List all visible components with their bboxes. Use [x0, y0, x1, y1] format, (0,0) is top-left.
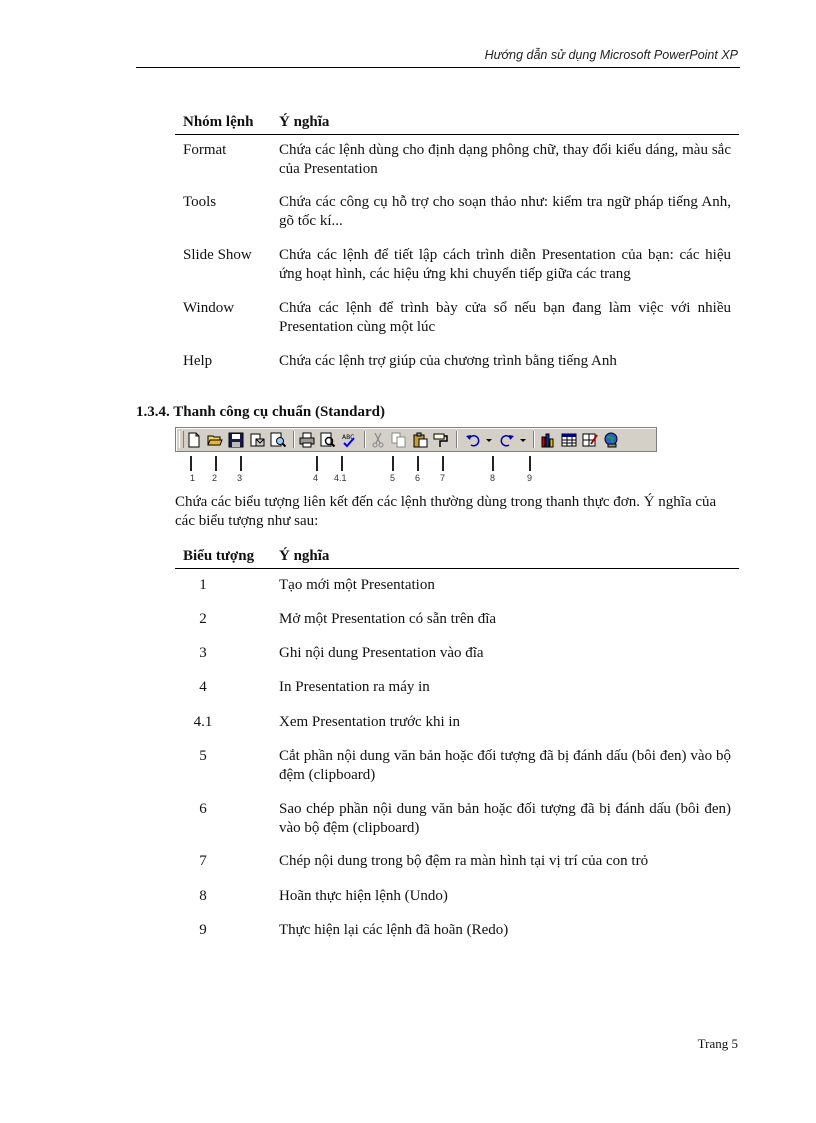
callout-tick [341, 456, 343, 471]
menu-table [175, 114, 739, 369]
callout-label: 2 [212, 473, 218, 483]
email-icon [249, 432, 265, 448]
callout-tick [240, 456, 242, 471]
callout-label: 3 [237, 473, 243, 483]
icon-desc: Xem Presentation trước khi in [279, 714, 461, 730]
menu-col-header-group: Nhóm lệnh [183, 114, 254, 130]
callout-label: 7 [440, 473, 446, 483]
callout-tick [190, 456, 192, 471]
menu-desc: Chứa các lệnh dùng cho định dạng phông chữ, thay đổi kiểu dáng, màu sắc của Presentation [279, 142, 731, 177]
callout-tick [215, 456, 217, 471]
icon-number: 3 [199, 645, 207, 661]
menu-name: Slide Show [183, 247, 252, 263]
menu-name: Tools [183, 194, 217, 210]
icon-desc: In Presentation ra máy in [279, 679, 430, 695]
redo-dropdown-icon [515, 432, 531, 448]
redo-icon [499, 432, 515, 448]
icon-table-header [175, 548, 739, 569]
chart-icon [540, 432, 556, 448]
icon-desc: Tạo mới một Presentation [279, 577, 435, 593]
icon-desc: Chép nội dung trong bộ đệm ra màn hình tại vị trí của con trỏ [279, 853, 649, 869]
undo-icon [465, 432, 481, 448]
icon-number: 4.1 [193, 714, 213, 730]
icon-desc: Cắt phần nội dung văn bản hoặc đối tượng đã bị đánh dấu (bôi đen) vào bộ đệm (clipboard) [279, 748, 731, 783]
page-header [136, 48, 740, 68]
callout-label: 4.1 [334, 473, 347, 483]
callout-label: 6 [415, 473, 421, 483]
copy-icon [391, 432, 407, 448]
spelling-icon [341, 432, 357, 448]
icon-number: 9 [199, 922, 207, 938]
cut-icon [370, 432, 386, 448]
icon-desc: Hoãn thực hiện lệnh (Undo) [279, 888, 448, 904]
search-icon [270, 432, 286, 448]
callout-tick [529, 456, 531, 471]
icon-number: 2 [199, 611, 207, 627]
callout-tick [492, 456, 494, 471]
toolbar-separator [533, 431, 535, 448]
format-painter-icon [433, 432, 449, 448]
menu-desc: Chứa các lệnh để trình bày cửa sổ nếu bạn đang làm việc với nhiều Presentation cùng một lúc [279, 300, 731, 335]
section-title: 1.3.4. Thanh công cụ chuẩn (Standard) [136, 404, 385, 420]
menu-desc: Chứa các lệnh trợ giúp của chương trình bằng tiếng Anh [279, 353, 617, 369]
icon-desc: Sao chép phần nội dung văn bản hoặc đối tượng đã bị đánh dấu (bôi đen) vào bộ đệm (clipboard) [279, 801, 731, 836]
menu-desc: Chứa các công cụ hỗ trợ cho soạn thảo như: kiểm tra ngữ pháp tiếng Anh, gõ tốc kí... [279, 194, 731, 229]
menu-name: Help [183, 353, 213, 369]
icon-number: 5 [199, 748, 207, 764]
callout-tick [442, 456, 444, 471]
callout-label: 9 [527, 473, 533, 483]
save-icon [228, 432, 244, 448]
menu-col-header-meaning: Ý nghĩa [279, 114, 330, 130]
svg-text:ABC: ABC [342, 434, 355, 441]
icon-table [175, 548, 739, 938]
callout-label: 8 [490, 473, 496, 483]
callout-tick [392, 456, 394, 471]
icon-desc: Thực hiện lại các lệnh đã hoãn (Redo) [279, 922, 509, 938]
icon-number: 1 [199, 577, 207, 593]
menu-name: Window [183, 300, 235, 316]
tables-borders-icon [582, 432, 598, 448]
icon-number: 7 [199, 853, 207, 869]
intro-paragraph: Chứa các biểu tượng liên kết đến các lệnh thường dùng trong thanh thực đơn. Ý nghĩa của các biểu tượng như sau: [175, 494, 717, 529]
callout-tick [316, 456, 318, 471]
callout-tick [417, 456, 419, 471]
toolbar-separator [293, 431, 295, 448]
toolbar-grip [179, 431, 184, 448]
callout-label: 1 [190, 473, 196, 483]
callout-label: 4 [313, 473, 319, 483]
new-icon [186, 432, 202, 448]
icon-desc: Mở một Presentation có sẵn trên đĩa [279, 611, 497, 627]
page-number: Trang 5 [697, 1036, 738, 1051]
toolbar-separator [456, 431, 458, 448]
open-icon [207, 432, 223, 448]
icon-number: 6 [199, 801, 207, 817]
menu-name: Format [183, 142, 227, 158]
web-icon [603, 432, 619, 448]
icon-col-header-meaning: Ý nghĩa [279, 548, 330, 564]
icon-col-header-icon: Biểu tượng [183, 548, 255, 564]
callout-label: 5 [390, 473, 396, 483]
menu-table-header [175, 114, 739, 135]
toolbar-separator [364, 431, 366, 448]
paste-icon [412, 432, 428, 448]
icon-number: 8 [199, 888, 207, 904]
table-icon [561, 432, 577, 448]
menu-desc: Chứa các lệnh để tiết lập cách trình diễn Presentation của bạn: các hiệu ứng hoạt hình, các hiệu ứng khi chuyển tiếp giữa các trang [279, 247, 731, 282]
header-title: Hướng dẫn sử dụng Microsoft PowerPoint XP [484, 48, 738, 62]
standard-toolbar [175, 427, 657, 452]
print-icon [299, 432, 315, 448]
undo-dropdown-icon [481, 432, 497, 448]
icon-number: 4 [199, 679, 207, 695]
icon-desc: Ghi nội dung Presentation vào đĩa [279, 645, 484, 661]
print-preview-icon [320, 432, 336, 448]
